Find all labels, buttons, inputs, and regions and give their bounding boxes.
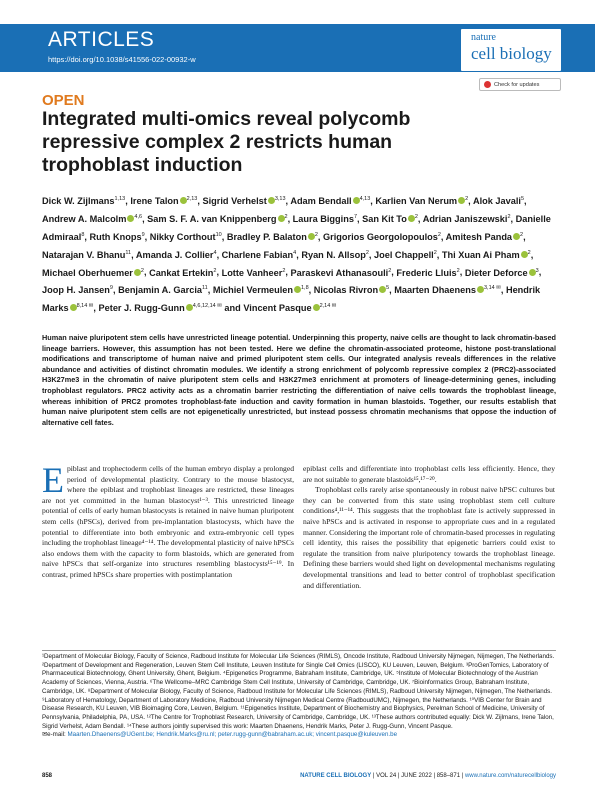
abstract: Human naive pluripotent stem cells have unrestricted lineage potential. Underpinning this property, naive cells are thought to lack chromatin-based lineage barriers. However, this assumption has not been tested. Here we define the chromatin-associated proteome, histone post-translational modifications and transcriptome of human naive and primed pluripotent stem cells. Our integrated analysis reveals differences in the relative abundance and activities of distinct chromatin modules. We identify a strong enrichment of polycomb repressive complex 2 (PRC2)-associated H3K27me3 in the chromatin of naive pluripotent stem cells and H3K27me3 enrichment at promoters of lineage-determining genes, including trophoblast regulators. PRC2 activity acts as a chromatin barrier restricting the differentiation of naive cells towards the trophoblast lineage, whereas inhibition of PRC2 promotes trophoblast-fate induction and cavity formation in human blastoids. Together, our results establish that human naive pluripotent stem cells are not epigenetically unrestricted, but instead possess chromatin mechanisms that oppose the induction of alternative cell fates. — [42, 333, 556, 427]
journal-logo-line2: cell biology — [471, 44, 552, 63]
author-affiliation-sup: 9 — [109, 285, 113, 292]
author-affiliation-sup: 2 — [388, 267, 392, 274]
author[interactable] — [446, 232, 523, 242]
author-name: Danielle Admiraal — [42, 213, 551, 242]
author[interactable] — [42, 285, 113, 295]
author-affiliation-sup: 4 — [293, 249, 297, 256]
author[interactable] — [227, 232, 318, 242]
author[interactable] — [473, 196, 524, 206]
body-paragraph: piblast and trophectoderm cells of the human embryo display a prolonged period of developmental plasticity. Contrary to the mouse blastocyst, where the epiblast and trophoblast lineages are restricted, these lineages are not yet committed in the human blastocyst¹⁻³. This unrestricted lineage potential of cells of early human blastocysts is retained in naive human pluripotent stem cells (hPSCs), derived from pre-implantation blastocysts, which have the potential to differentiate into both embryonic and extra-embryonic cell types including the trophoblast lineage⁴⁻¹⁴. The developmental plasticity of naive hPSCs also endows them with the capacity to form blastoids, which are generated from naive hPSCs that self-organize into structures resembling blastocysts¹⁵⁻¹⁹. In contrast, primed hPSCs share properties with postimplantation — [42, 464, 294, 579]
orcid-icon[interactable] — [180, 197, 187, 204]
author[interactable] — [222, 268, 286, 278]
author-affiliation-sup: 2 — [314, 231, 318, 238]
author-affiliation-sup: 2 — [213, 267, 217, 274]
author-affiliation-sup: 3,14 ✉ — [483, 285, 501, 292]
orcid-icon[interactable] — [294, 286, 301, 293]
author-name: Vincent Pasque — [243, 303, 312, 314]
author-affiliation-sup: 8 — [81, 231, 85, 238]
author-affiliation-sup: 2 — [433, 249, 437, 256]
orcid-icon[interactable] — [134, 269, 141, 276]
orcid-icon[interactable] — [477, 286, 484, 293]
author-affiliation-sup: 2 — [414, 213, 418, 220]
orcid-icon[interactable] — [70, 304, 77, 311]
author[interactable] — [42, 250, 131, 260]
author[interactable] — [423, 214, 511, 224]
author[interactable] — [42, 268, 144, 278]
author-name: Natarajan V. Bhanu — [42, 249, 126, 260]
author-name: Ryan N. Allsop — [301, 249, 366, 260]
author[interactable] — [147, 214, 287, 224]
author-name: Laura Biggins — [292, 213, 354, 224]
author-name: Cankat Ertekin — [149, 267, 214, 278]
author-name: Lotte Vanheer — [221, 267, 283, 278]
orcid-icon[interactable] — [353, 197, 360, 204]
author-name: Thi Xuan Ai Pham — [441, 249, 520, 260]
author-affiliation-sup: 2 — [282, 267, 286, 274]
orcid-icon[interactable] — [308, 233, 315, 240]
author[interactable] — [291, 268, 392, 278]
author[interactable] — [118, 285, 208, 295]
check-updates-button[interactable] — [479, 78, 561, 91]
orcid-icon[interactable] — [278, 215, 285, 222]
author[interactable] — [396, 268, 459, 278]
author-affiliation-sup: 3,13 — [274, 196, 286, 202]
author[interactable] — [136, 250, 217, 260]
author-affiliation-sup: 11 — [202, 285, 208, 292]
author-name: Paraskevi Athanasouli — [290, 267, 389, 278]
doi-link[interactable]: https://doi.org/10.1038/s41556-022-00932-w — [48, 55, 196, 64]
author[interactable] — [130, 196, 197, 206]
author-affiliation-sup: 4 — [213, 249, 217, 256]
author-affiliation-sup: 1,8 — [301, 285, 309, 292]
author-affiliation-sup: 2 — [507, 213, 511, 220]
author-affiliation-sup: 2 — [365, 249, 369, 256]
header-banner — [0, 24, 595, 72]
author-name: Michiel Vermeulen — [212, 285, 293, 296]
author[interactable] — [202, 196, 285, 206]
author-name: Peter J. Rugg-Gunn — [98, 303, 185, 314]
author[interactable] — [149, 268, 216, 278]
author-name: Joop H. Jansen — [42, 285, 110, 296]
author[interactable] — [222, 250, 297, 260]
check-updates-label: Check for updates — [494, 81, 540, 88]
author[interactable] — [362, 214, 418, 224]
author-affiliation-sup: 2 — [456, 267, 460, 274]
author[interactable] — [465, 268, 539, 278]
author-affiliation-sup: 9 — [141, 231, 145, 238]
author[interactable] — [150, 232, 222, 242]
author-affiliation-sup: 7 — [353, 213, 357, 220]
author-name: Amitesh Panda — [445, 231, 513, 242]
open-access-badge: OPEN — [42, 92, 85, 109]
author-affiliation-sup: 4,6,12,14 ✉ — [192, 303, 222, 310]
author-name: Dick W. Zijlmans — [42, 196, 115, 207]
author-name: Ruth Knops — [89, 231, 142, 242]
author[interactable] — [442, 250, 531, 260]
author-affiliation-sup: 5 — [520, 196, 525, 202]
author[interactable] — [99, 303, 222, 313]
author-affiliation-sup: 1,13 — [114, 196, 126, 202]
author-name: Sigrid Verhelst — [202, 196, 267, 207]
author-name: Andrew A. Malcolm — [42, 213, 127, 224]
author-name: Frederic Lluis — [396, 267, 457, 278]
footer-journal-name: NATURE CELL BIOLOGY — [300, 773, 372, 779]
journal-logo-line1: nature — [471, 32, 496, 43]
author-affiliation-sup: 2,13 — [186, 196, 198, 202]
author-affiliation-sup: 5 — [386, 285, 390, 292]
author[interactable] — [290, 196, 370, 206]
author[interactable] — [243, 303, 336, 313]
author-affiliation-sup: 2 — [465, 196, 469, 202]
affiliations-text: ¹Department of Molecular Biology, Faculty of Science, Radboud Institute for Molecular Life Sciences (RIMLS), Oncode Institute, Radboud University Nijmegen, Nijmegen, The Netherlands. ²Department of Development and Regeneration, Leuven Stem Cell Institute, Leuven Institute for Single Cell Omics (LISCO), KU Leuven, Leuven, Belgium. ³ProGenTomics, Laboratory of Pharmaceutical Biotechnology, Ghent University, Ghent, Belgium. ⁴Epigenetics Programme, Babraham Institute, Cambridge, UK. ⁵Institute of Molecular Biotechnology of the Austrian Academy of Sciences, Vienna, Austria. ⁶The Wellcome–MRC Cambridge Stem Cell Institute, University of Cambridge, Cambridge, UK. ⁷Bioinformatics Group, Babraham Institute, Cambridge, UK. ⁸Department of Molecular Biology, Faculty of Science, Radboud Institute for Molecular Life Sciences (RIMLS), Radboud University Nijmegen, Nijmegen, The Netherlands. ⁹Laboratory of Hematology, Department of Laboratory Medicine, Radboud University Nijmegen Medical Centre (RadboudUMC), Nijmegen, the Netherlands. ¹⁰VIB Center for Brain and Disease Research, KU Leuven, VIB Bioimaging Core, Leuven, Belgium. ¹¹Epigenetics Institute, Department of Biochemistry and Biophysics, Perelman School of Medicine, University of Pennsylvania, Philadelphia, PA, USA. ¹²The Centre for Trophoblast Research, University of Cambridge, Cambridge, UK. ¹³These authors contributed equally: Dick W. Zijlmans, Irene Talon, Sigrid Verhelst, Adam Bendall. ¹⁴These authors jointly supervised this work: Maarten Dhaenens, Hendrik Marks, Peter J. Rugg-Gunn, Vincent Pasque. — [42, 653, 555, 730]
orcid-icon[interactable] — [521, 251, 528, 258]
author-affiliation-sup: 2 — [520, 231, 524, 238]
orcid-icon[interactable] — [513, 233, 520, 240]
author-affiliation-sup: 2 — [527, 249, 531, 256]
email-label: ✉e-mail: — [42, 731, 66, 739]
author-name: Alok Javali — [472, 196, 521, 207]
body-column-right — [303, 464, 555, 591]
author[interactable] — [374, 250, 437, 260]
author-list: Dick W. Zijlmans$^{1,13}$, Irene Talon $^{2,13}$, Sigrid Verhelst $^{3,13}$, Adam Bendall $^{4,13}$, Karlien Van Nerum $^2$, Alok Javali$^5$, Andrew A. Malcolm $^{4,6}$, Sam S. F. A. van Knippenberg $^2$, Laura Biggins$^7$, San Kit To $^2$, Adrian Janiszewski$^2$, Danielle Admiraal$^8$, Ruth Knops$^9$, Nikky Corthout$^{10}$, Bradley P. Balaton $^2$, Grigorios Georgolopoulos$^2$, Amitesh Panda $^2$, Natarajan V. Bhanu$^{11}$, Amanda J. Collier$^4$, Charlene Fabian$^4$, Ryan N. Allsop$^2$, Joel Chappell$^2$, Thi Xuan Ai Pham $^2$, Michael Oberhuemer $^2$, Cankat Ertekin$^2$, Lotte Vanheer$^2$, Paraskevi Athanasouli$^2$, Frederic Lluis$^2$, Dieter Deforce $^3$, Joop H. Jansen$^9$, Benjamin A. Garcia$^{11}$, Michiel Vermeulen $^{1,8}$, Nicolas Rivron $^5$, Maarten Dhaenens $^{3,14 ✉}$, Hendrik Marks $^{8,14 ✉}$, Peter J. Rugg-Gunn $^{4,6,12,14 ✉}$ and Vincent Pasque $^{2,14 ✉}$ — [42, 196, 551, 314]
author-name: Michael Oberhuemer — [42, 267, 133, 278]
footer-url[interactable]: www.nature.com/naturecellbiology — [464, 773, 556, 779]
author-name: Grigorios Georgolopoulos — [323, 231, 438, 242]
author-name: Maarten Dhaenens — [394, 285, 476, 296]
author-affiliation-sup: 8,14 ✉ — [76, 303, 94, 310]
orcid-icon[interactable] — [268, 197, 275, 204]
author-name: San Kit To — [362, 213, 407, 224]
author-name: Benjamin A. Garcia — [118, 285, 202, 296]
author[interactable] — [314, 285, 389, 295]
author[interactable] — [90, 232, 145, 242]
body-paragraph: Trophoblast cells rarely arise spontaneously in robust naive hPSC cultures but they can be converted from this state using trophoblast stem cell culture conditions⁴,¹¹⁻¹⁴. This suggests that the trophoblast fate is actively suppressed in naive hPSCs and is activated in response to appropriate cues and in a regulated manner. Considering the important role of chromatin-based processes in regulating cell identity, this raises the possibility that epigenetic barriers could exist to regulate the transition from naive pluripotency towards the trophoblast lineage. Defining these barriers would shed light on developmental mechanisms regulating developmental transitions and lead to better control of trophoblast specification and differentiation. — [303, 485, 555, 590]
author-affiliation-sup: 2 — [140, 267, 144, 274]
body-column-left — [42, 460, 294, 581]
footer-issue: | VOL 24 | JUNE 2022 | 858–871 | — [371, 773, 465, 779]
email-links[interactable]: Maarten.Dhaenens@UGent.be; Hendrik.Marks@ru.nl; peter.rugg-gunn@babraham.ac.uk; vincent.pasque@kuleuven.be — [67, 731, 398, 739]
orcid-icon[interactable] — [408, 215, 415, 222]
author-affiliation-sup: 2 — [284, 213, 288, 220]
orcid-icon[interactable] — [313, 304, 320, 311]
author[interactable] — [323, 232, 441, 242]
footer-journal — [300, 773, 556, 779]
author-affiliation-sup: 2 — [437, 231, 441, 238]
author-name: Joel Chappell — [374, 249, 434, 260]
footnote-divider — [42, 650, 556, 651]
page-number: 858 — [42, 773, 53, 779]
author-affiliation-sup: 4,13 — [359, 196, 371, 202]
drop-cap: E — [42, 460, 64, 500]
author-affiliation-sup: 3 — [535, 267, 539, 274]
author-name: Adrian Janiszewski — [422, 213, 508, 224]
author-name: Karlien Van Nerum — [375, 196, 458, 207]
orcid-icon[interactable] — [529, 269, 536, 276]
author-name: Nicolas Rivron — [313, 285, 379, 296]
author[interactable] — [301, 250, 369, 260]
author[interactable] — [42, 214, 142, 224]
section-label: ARTICLES — [48, 28, 155, 51]
author[interactable] — [394, 285, 501, 295]
author[interactable] — [213, 285, 309, 295]
author-name: Adam Bendall — [290, 196, 352, 207]
author-affiliation-sup: 10 — [215, 231, 222, 238]
journal-logo[interactable] — [461, 29, 561, 71]
author[interactable] — [375, 196, 468, 206]
crossmark-icon — [484, 81, 491, 88]
author-affiliation-sup: 4,6 — [134, 213, 143, 220]
article-title: Integrated multi-omics reveal polycomb repressive complex 2 restricts human trophoblast induction — [42, 108, 411, 176]
author-name: Sam S. F. A. van Knippenberg — [147, 213, 277, 224]
author-name: Dieter Deforce — [464, 267, 528, 278]
author-name: Charlene Fabian — [221, 249, 294, 260]
author-affiliation-sup: 2,14 ✉ — [319, 303, 337, 310]
body-paragraph: epiblast cells and differentiate into trophoblast cells less efficiently. Hence, they are not suitable to generate blastoids¹⁵,¹⁷⁻²⁰. — [303, 464, 555, 484]
orcid-icon[interactable] — [186, 304, 193, 311]
author-name: Hendrik Marks — [42, 285, 541, 314]
author[interactable] — [42, 196, 125, 206]
author-name: Bradley P. Balaton — [226, 231, 307, 242]
author-name: Nikky Corthout — [149, 231, 216, 242]
author-name: Irene Talon — [130, 196, 179, 207]
author[interactable] — [293, 214, 357, 224]
author-affiliation-sup: 11 — [125, 249, 132, 256]
author-name: Amanda J. Collier — [135, 249, 214, 260]
affiliations — [42, 653, 556, 740]
